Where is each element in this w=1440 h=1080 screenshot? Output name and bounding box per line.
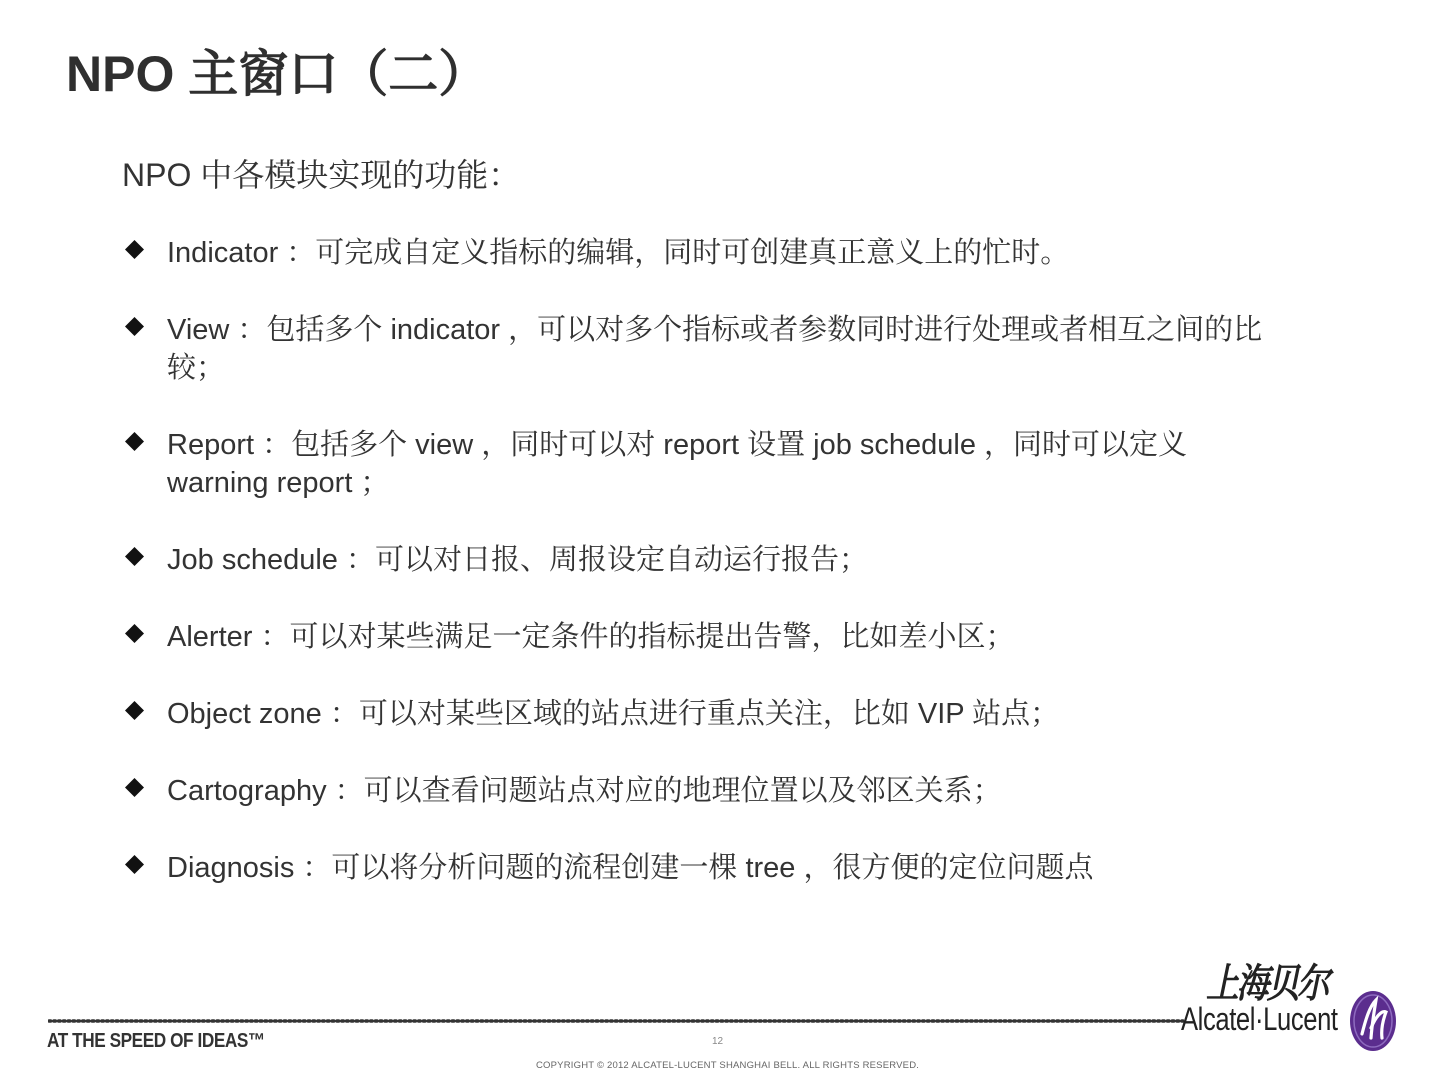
bullet-text: Cartography ：可以查看问题站点对应的地理位置以及邻区关系； — [167, 775, 1002, 807]
list-item — [122, 311, 1282, 387]
bullet-text: Report ：包括多个 view ，同时可以对 report 设置 job schedule ，同时可以定义 warning report ； — [167, 429, 1188, 499]
list-item — [122, 849, 1282, 887]
diamond-icon — [125, 778, 144, 797]
bullet-text: View ：包括多个 indicator ，可以对多个指标或者参数同时进行处理或者相互之间的比较； — [167, 314, 1263, 384]
bullet-text: Job schedule ：可以对日报、周报设定自动运行报告； — [167, 544, 868, 576]
alcatel-lucent-logo-icon — [1348, 988, 1398, 1054]
bullet-list — [122, 234, 1282, 887]
slide-title: NPO 主窗口（二） — [66, 46, 489, 102]
list-item — [122, 772, 1282, 810]
diamond-icon — [125, 240, 144, 259]
footer-dotted-divider — [48, 1017, 1184, 1025]
list-item — [122, 426, 1282, 502]
copyright-notice: COPYRIGHT © 2012 ALCATEL-LUCENT SHANGHAI BELL. ALL RIGHTS RESERVED. — [536, 1060, 920, 1071]
list-item — [122, 695, 1282, 733]
bullet-text: Alerter ：可以对某些满足一定条件的指标提出告警，比如差小区； — [167, 621, 1015, 653]
intro-text: NPO 中各模块实现的功能： — [122, 157, 521, 193]
bullet-text: Object zone ：可以对某些区域的站点进行重点关注，比如 VIP 站点； — [167, 698, 1060, 730]
page-number: 12 — [712, 1036, 724, 1047]
bullet-text: Indicator ：可完成自定义指标的编辑，同时可创建真正意义上的忙时。 — [167, 237, 1070, 269]
logo-english-wordmark: Alcatel·Lucent — [1181, 1001, 1338, 1037]
diamond-icon — [125, 317, 144, 336]
diamond-icon — [125, 547, 144, 566]
bullet-text: Diagnosis ：可以将分析问题的流程创建一棵 tree ，很方便的定位问题点 — [167, 852, 1094, 884]
footer-tagline: AT THE SPEED OF IDEAS™ — [47, 1030, 265, 1052]
diamond-icon — [125, 855, 144, 874]
diamond-icon — [125, 701, 144, 720]
diamond-icon — [125, 432, 144, 451]
logo-chinese-wordmark: 上海贝尔 — [1206, 960, 1328, 1007]
diamond-icon — [125, 624, 144, 643]
list-item — [122, 541, 1282, 579]
list-item — [122, 618, 1282, 656]
list-item — [122, 234, 1282, 272]
